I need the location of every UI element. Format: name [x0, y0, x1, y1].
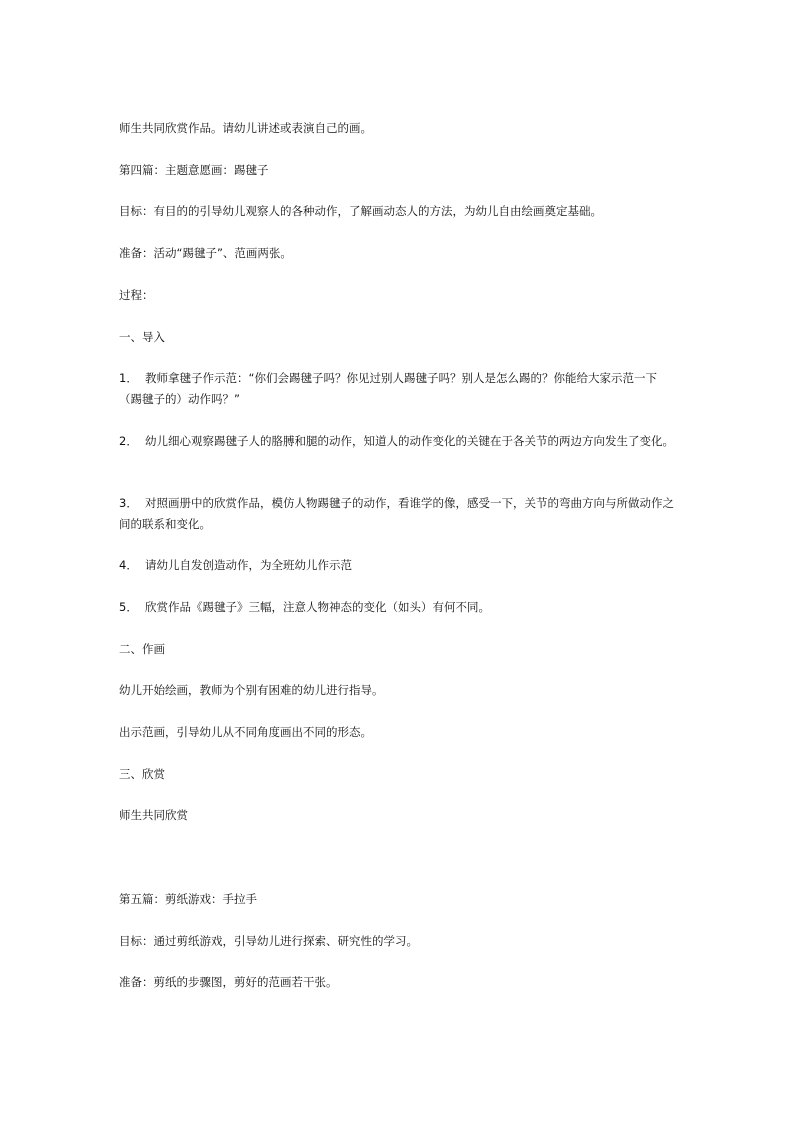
paragraph-appreciation: 师生共同欣赏作品。请幼儿讲述或表演自己的画。	[119, 121, 372, 135]
list-item-1	[119, 368, 679, 410]
list-item-text: 教师拿毽子作示范：“你们会踢毽子吗？你见过别人踢毽子吗？别人是怎么踢的？你能给大家示范一下（踢毽子的）动作吗？”	[119, 371, 657, 406]
list-item-2	[119, 431, 679, 452]
paragraph-process-label: 过程：	[119, 288, 154, 302]
section-title-part4: 第四篇：主题意愿画：踢毽子	[119, 163, 269, 177]
paragraph-show-samples: 出示范画，引导幼儿从不同角度画出不同的形态。	[119, 725, 372, 739]
list-item-text: 请幼儿自发创造动作，为全班幼儿作示范	[145, 558, 352, 572]
heading-drawing: 二、作画	[119, 642, 165, 656]
list-item-5	[119, 597, 679, 618]
paragraph-preparation-part5: 准备：剪纸的步骤图，剪好的范画若干张。	[119, 975, 338, 989]
paragraph-shared-appreciation: 师生共同欣赏	[119, 808, 188, 822]
list-item-number: 5．	[119, 600, 138, 614]
list-item-text: 幼儿细心观察踢毽子人的胳膊和腿的动作，知道人的动作变化的关键在于各关节的两边方向发生了变化。	[145, 434, 674, 448]
paragraph-goal-part5: 目标：通过剪纸游戏，引导幼儿进行探索、研究性的学习。	[119, 934, 418, 948]
list-item-number: 2．	[119, 434, 138, 448]
list-item-4	[119, 555, 679, 576]
list-item-number: 4．	[119, 558, 138, 572]
paragraph-preparation: 准备：活动“踢毽子”、范画两张。	[119, 246, 292, 260]
heading-intro: 一、导入	[119, 330, 165, 344]
list-item-number: 3．	[119, 496, 138, 510]
section-title-part5: 第五篇：剪纸游戏：手拉手	[119, 892, 257, 906]
list-item-3	[119, 493, 679, 535]
list-item-number: 1．	[119, 371, 138, 385]
list-item-text: 欣赏作品《踢毽子》三幅，注意人物神态的变化（如头）有何不同。	[145, 600, 490, 614]
heading-appreciation: 三、欣赏	[119, 767, 165, 781]
paragraph-goal: 目标：有目的的引导幼儿观察人的各种动作，了解画动态人的方法，为幼儿自由绘画奠定基础。	[119, 204, 602, 218]
paragraph-drawing-guidance: 幼儿开始绘画，教师为个别有困难的幼儿进行指导。	[119, 683, 384, 697]
list-item-text: 对照画册中的欣赏作品，模仿人物踢毽子的动作，看谁学的像，感受一下，关节的弯曲方向与所做动作之间的联系和变化。	[119, 496, 674, 531]
